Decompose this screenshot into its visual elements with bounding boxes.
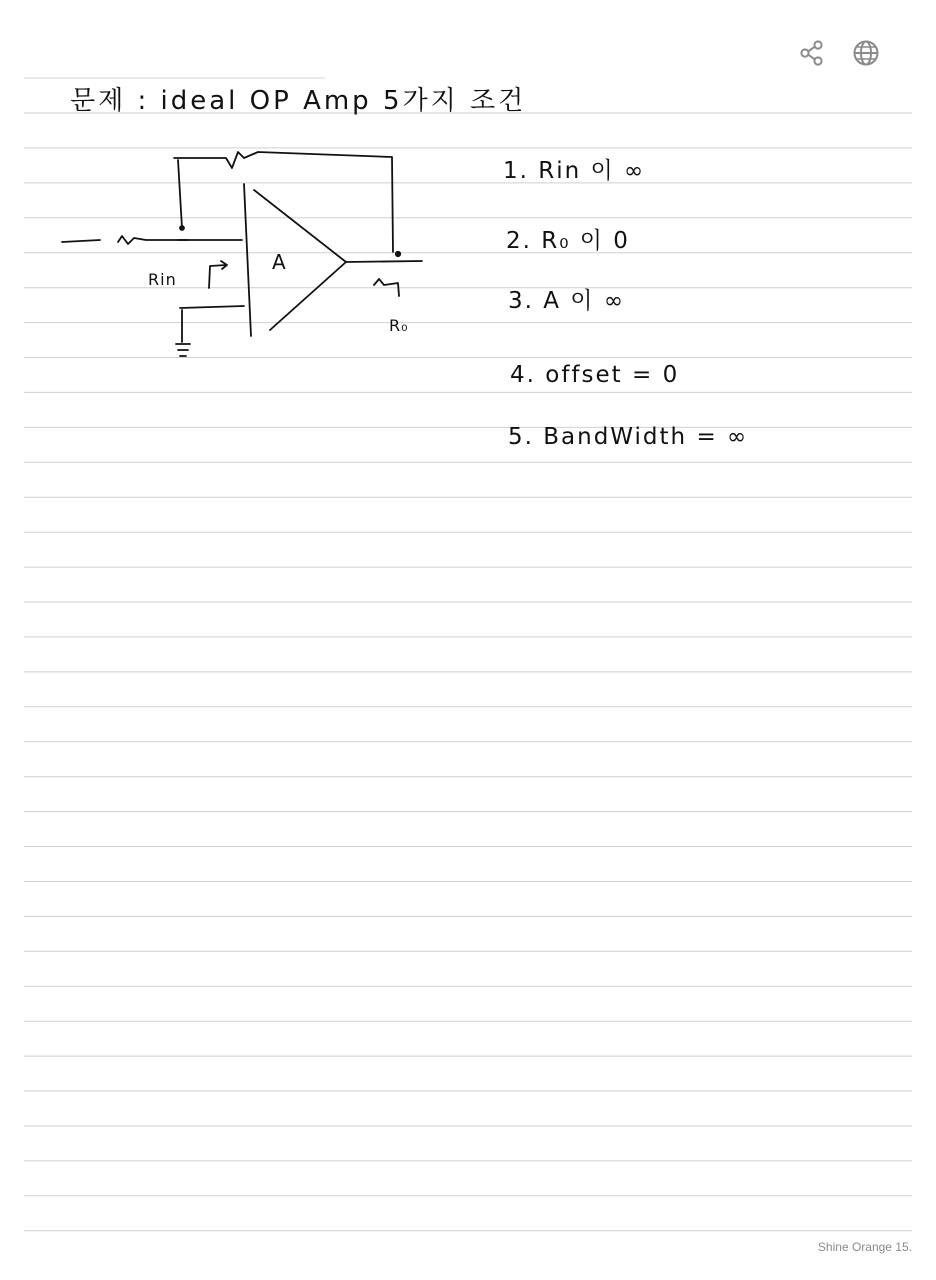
condition-item: 1. Rin 이 ∞ (503, 158, 646, 184)
note-title: 문제 : ideal OP Amp 5가지 조건 (70, 86, 527, 116)
condition-item: 2. R₀ 이 0 (506, 228, 630, 254)
output-resistance-label: R₀ (389, 316, 409, 335)
feedback-wire (174, 152, 393, 252)
ground-wire (176, 306, 244, 356)
input-resistance-label: Rin (148, 270, 177, 289)
input-wire (62, 236, 242, 244)
amplifier-left-bar (244, 184, 251, 336)
condition-item: 3. A 이 ∞ (508, 288, 625, 314)
condition-item: 4. offset = 0 (510, 362, 680, 388)
ro-resistor (374, 279, 399, 296)
output-wire (346, 261, 422, 262)
condition-item: 5. BandWidth = ∞ (508, 424, 749, 450)
feedback-left-wire (178, 160, 182, 228)
amplifier-triangle (254, 190, 346, 330)
brand-footer: Shine Orange 15. (817, 1240, 912, 1254)
rin-arrow (209, 261, 227, 288)
gain-label: A (272, 250, 287, 274)
